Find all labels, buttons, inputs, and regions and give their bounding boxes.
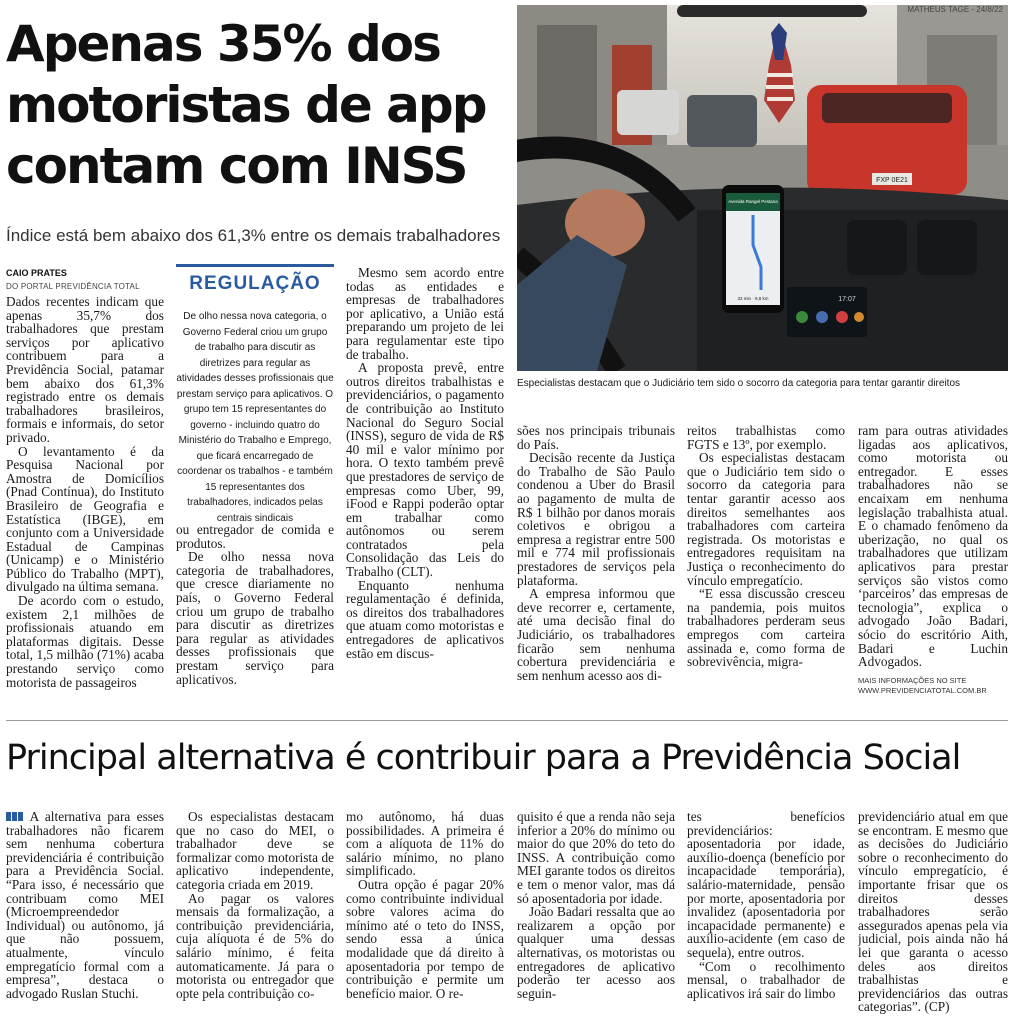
section-marker-icon xyxy=(6,812,11,821)
article-column-1 xyxy=(6,295,164,695)
paragraph: “E essa discussão cresceu na pandemia, pois muitos trabalhadores perderam seus empregos com carteira assinada e, como forma de sobrevivência, migra- xyxy=(687,586,845,670)
sidebar-title: REGULAÇÃO xyxy=(189,273,321,294)
section-marker-icon xyxy=(18,812,23,821)
paragraph: A proposta prevê, entre outros direitos trabalhistas e previdenciários, o pagamento de contribuição ao Instituto Nacional do Seguro Social (INSS), seguro de vida de R$ 40 mil e valor mínimo por hora. O texto também prevê que prestadores de serviço de empresas como Uber, 99, iFood e Rappi poderão optar em trabalhar como autônomos ou serem contratados pela Consolidação das Leis do Trabalho (CLT). xyxy=(346,360,504,580)
paragraph: Mesmo sem acordo entre todas as entidades e empresas de trabalhadores por aplicativo, a União está preparando um projeto de lei para regulamentar este tipo de trabalho. xyxy=(346,266,504,362)
paragraph: sões nos principais tribunais do País. xyxy=(517,424,675,452)
paragraph: ou entregador de comida e produtos. xyxy=(176,523,334,551)
article-column-5 xyxy=(687,424,845,695)
paragraph: A empresa informou que deve recorrer e, certamente, até uma decisão final do Judiciário, os trabalhadores ficarão sem nenhuma cobertura previdenciária e sem nenhum acesso aos di- xyxy=(517,586,675,683)
paragraph: ram para outras atividades ligadas aos aplicativos, como motorista ou entregador. E esses trabalhadores não se encaixam em nenhuma legislação trabalhista atual. E o chamado fenômeno da uberização, no qual os trabalhadores que utilizam aplicativos para prestar serviços são vistos como ‘parceiros’ das empresas de tecnologia”, explica o advogado João Badari, sócio do escritório Aith, Badari e Luchin Advogados. xyxy=(858,424,1008,669)
paragraph: Os especialistas destacam que o Judiciário tem sido o socorro da categoria para tentar garantir acesso aos direitos semelhantes aos trabalhadores com carteira registrada. Os motoristas e entregadores requisitam na Justiça o reconhecimento do vínculo empregatício. xyxy=(687,450,845,588)
paragraph: quisito é que a renda não seja inferior a 20% do mínimo ou maior do que 20% do teto do INSS. A contribuição como MEI garante todos os direitos e tem o menor valor, mas dá só aposentadoria por idade. xyxy=(517,810,675,906)
paragraph: mo autônomo, há duas possibilidades. A primeira é com a alíquota de 11% do salário mínimo, no plano simplificado. xyxy=(346,810,504,879)
article2-column-2 xyxy=(176,810,334,1018)
article2-column-4 xyxy=(517,810,675,1018)
sidebar-body: De olho nessa nova categoria, o Governo Federal criou um grupo de trabalho para discutir as diretrizes para regular as atividades desses profissionais que prestam serviço para aplicativos. O grupo tem 15 representantes do governo - incluindo quatro do Ministério do Trabalho e Emprego, que ficará encarregado de coordenar os trabalhos - e também 15 representantes dos trabalhadores, indicados pelas centrais sindicais xyxy=(176,311,334,524)
phone-eta: 33 min · 9,8 km xyxy=(737,296,769,301)
paragraph-text: A alternativa para esses trabalhadores não ficarem sem nenhuma cobertura previdenciária é contribuição para a Previdência Social. “Para isso, é necessário que contribuam como MEI (Microempreendedor Individual) ou autônomo, já que não possuem, atualmente, vínculo empregatício formal com a empresa”, destaca o advogado Ruslan Stuchi. xyxy=(6,810,164,1001)
second-headline: Principal alternativa é contribuir para a Previdência Social xyxy=(6,738,961,778)
article2-column-5 xyxy=(687,810,845,1018)
article2-column-6 xyxy=(858,810,1008,1018)
paragraph: Outra opção é pagar 20% como contribuinte individual sobre valores acima do mínimo até o teto do INSS, sendo essa a única modalidade que dá direito à aposentadoria por tempo de contribuição e permite um benefício maior. O re- xyxy=(346,876,504,1001)
article2-column-1 xyxy=(6,810,164,1018)
subheadline: Índice está bem abaixo dos 61,3% entre os demais trabalhadores xyxy=(6,226,501,245)
paragraph: “Com o recolhimento mensal, o trabalhador de aplicativos irá sair do limbo xyxy=(687,958,845,1001)
article2-column-3 xyxy=(346,810,504,1018)
paragraph: De olho nessa nova categoria de trabalhadores, que cresce diariamente no país, o Governo Federal criou um grupo de trabalho para discutir as diretrizes para regular as atividades desses profissionais que prestam serviço para aplicativos. xyxy=(176,549,334,687)
paragraph: De acordo com o estudo, existem 2,1 milhões de profissionais atuando em plataformas digitais. Desse total, 1,5 milhão (71%) acaba prestando serviço como motorista de passageiros xyxy=(6,593,164,690)
dash-clock: 17:07 xyxy=(838,296,856,303)
paragraph: tes benefícios previdenciários: aposentadoria por idade, auxílio-doença (benefício por incapacidade temporária), salário-maternidade, pensão por morte, aposentadoria por invalidez (aposentadoria por incapacidade permanente) e auxílio-acidente (em caso de sequela), entre outros. xyxy=(687,810,845,960)
article-column-4 xyxy=(517,424,675,695)
headline: Apenas 35% dos motoristas de app contam com INSS xyxy=(6,15,486,195)
paragraph: Enquanto nenhuma regulamentação é definida, os direitos dos trabalhadores que atuam como motoristas e entregadores de aplicativos estão em discus- xyxy=(346,577,504,661)
phone-nav-street: Avenida Rangel Pestana xyxy=(728,199,778,204)
paragraph: Decisão recente da Justiça do Trabalho de São Paulo condenou a Uber do Brasil ao pagamento de multa de R$ 1 bilhão por danos morais coletivos e obrigou a empresa a registrar entre 500 mil e 774 mil profissionais prestadores de serviços pela plataforma. xyxy=(517,450,675,588)
paragraph: João Badari ressalta que ao realizarem a opção por qualquer uma dessas alternativas, os motoristas ou entregadores de aplicativo poderão ter acesso aos seguin- xyxy=(517,904,675,1001)
plate-text: FXP 0E21 xyxy=(876,177,908,184)
article-photo xyxy=(517,5,1008,371)
author-byline: CAIO PRATES xyxy=(6,268,67,278)
paragraph: O levantamento é da Pesquisa Nacional por Amostra de Domicílios (Pnad Contínua), do Instituto Brasileiro de Geografia e Estatística (IBGE), em conjunto com a Universidade Estadual de Campinas (Unicamp) e o Ministério Público do Trabalho (MPT), divulgado na última semana. xyxy=(6,443,164,595)
paragraph: Os especialistas destacam que no caso do MEI, o trabalhador deve se formalizar como motorista de aplicativo independente, categoria criada em 2019. xyxy=(176,810,334,892)
paragraph xyxy=(6,810,164,1000)
photo-caption: Especialistas destacam que o Judiciário tem sido o socorro da categoria para tentar garantir direitos xyxy=(517,378,961,389)
article-column-3 xyxy=(346,266,504,695)
section-marker-icon xyxy=(12,812,17,821)
paragraph: previdenciário atual em que se encontram. E mesmo que as decisões do Judiciário sobre o reconhecimento do vínculo empregatício, é importante frisar que os direitos desses trabalhadores serão assegurados apenas pela via judicial, pois ainda não há lei que garanta o acesso deles aos direitos trabalhistas e previdenciários das outras categorias”. (CP) xyxy=(858,810,1008,1015)
photo-credit: MATHEUS TAGE - 24/8/22 xyxy=(907,5,1003,14)
more-info-note: MAIS INFORMAÇÕES NO SITE WWW.PREVIDENCIATOTAL.COM.BR xyxy=(858,676,987,695)
section-divider xyxy=(6,720,1008,721)
sidebar-box xyxy=(176,264,334,524)
source-line: DO PORTAL PREVIDÊNCIA TOTAL xyxy=(6,282,140,291)
article-column-6 xyxy=(858,424,1008,669)
paragraph: reitos trabalhistas como FGTS e 13º, por exemplo. xyxy=(687,424,845,452)
paragraph: Ao pagar os valores mensais da formalização, a contribuição previdenciária, cuja alíquota é de 5% do salário mínimo, é feita automaticamente. Já para o motorista ou entregador que opte pela contribuição co- xyxy=(176,890,334,1001)
paragraph: Dados recentes indicam que apenas 35,7% dos trabalhadores que prestam serviços por aplicativo contribuem para a Previdência Social, patamar bem abaixo dos 61,3% registrado entre os demais trabalhadores brasileiros, formais e informais, do setor privado. xyxy=(6,295,164,445)
article-column-2 xyxy=(176,523,334,695)
car-interior-photo xyxy=(517,5,1008,371)
